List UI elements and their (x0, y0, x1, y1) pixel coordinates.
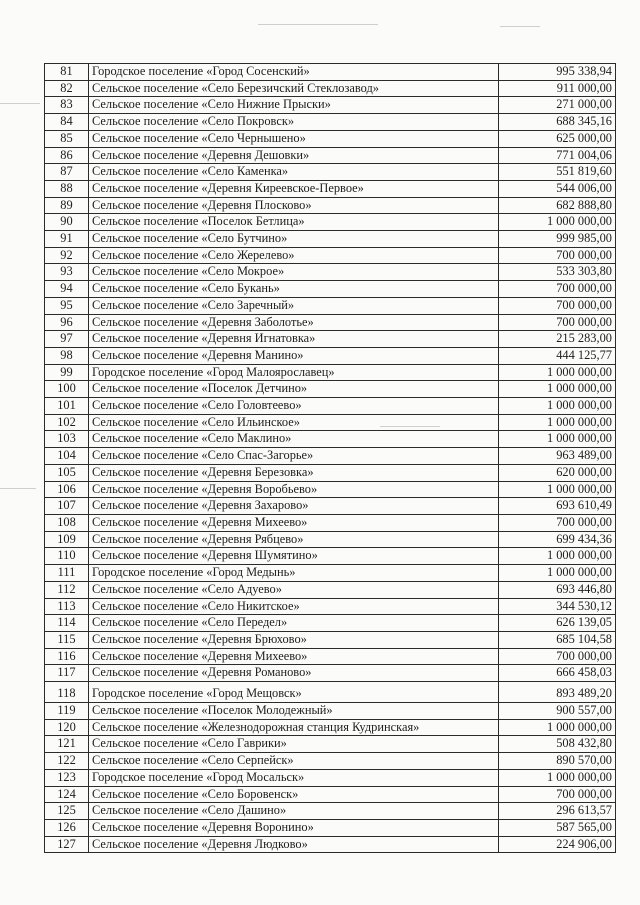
table-row (45, 548, 616, 565)
amount-value: 963 489,00 (499, 448, 616, 465)
amount-value: 1 000 000,00 (499, 548, 616, 565)
municipality-name: Сельское поселение «Деревня Заболотье» (89, 314, 499, 331)
municipality-name: Городское поселение «Город Мосальск» (89, 769, 499, 786)
table-row (45, 398, 616, 415)
table-row (45, 598, 616, 615)
table-row (45, 364, 616, 381)
municipality-name: Сельское поселение «Деревня Киреевское-Первое» (89, 180, 499, 197)
table-row (45, 531, 616, 548)
municipality-name: Сельское поселение «Село Серпейск» (89, 753, 499, 770)
municipality-name: Сельское поселение «Деревня Игнатовка» (89, 331, 499, 348)
table-row (45, 214, 616, 231)
municipality-name: Сельское поселение «Деревня Захарово» (89, 498, 499, 515)
amount-value: 900 557,00 (499, 703, 616, 720)
table-row (45, 197, 616, 214)
municipality-name: Сельское поселение «Поселок Бетлица» (89, 214, 499, 231)
amount-value: 700 000,00 (499, 786, 616, 803)
table-row (45, 581, 616, 598)
row-number: 111 (45, 565, 89, 582)
table-row (45, 231, 616, 248)
municipality-name: Сельское поселение «Деревня Манино» (89, 347, 499, 364)
row-number: 122 (45, 753, 89, 770)
municipality-name: Сельское поселение «Деревня Людково» (89, 836, 499, 853)
row-number: 81 (45, 64, 89, 81)
table-row (45, 736, 616, 753)
amount-value: 1 000 000,00 (499, 769, 616, 786)
row-number: 86 (45, 147, 89, 164)
amount-value: 1 000 000,00 (499, 214, 616, 231)
amount-value: 999 985,00 (499, 231, 616, 248)
municipality-name: Сельское поселение «Село Березичский Стеклозавод» (89, 80, 499, 97)
amount-value: 215 283,00 (499, 331, 616, 348)
row-number: 116 (45, 648, 89, 665)
amount-value: 700 000,00 (499, 648, 616, 665)
amount-value: 700 000,00 (499, 297, 616, 314)
table-row (45, 314, 616, 331)
municipality-name: Сельское поселение «Деревня Михеево» (89, 648, 499, 665)
municipality-name: Сельское поселение «Село Заречный» (89, 297, 499, 314)
table-row (45, 514, 616, 531)
table-row (45, 114, 616, 131)
row-number: 88 (45, 180, 89, 197)
table-row (45, 448, 616, 465)
table-row (45, 753, 616, 770)
row-number: 101 (45, 398, 89, 415)
amount-value: 700 000,00 (499, 514, 616, 531)
amount-value: 693 610,49 (499, 498, 616, 515)
row-number: 121 (45, 736, 89, 753)
row-number: 112 (45, 581, 89, 598)
row-number: 123 (45, 769, 89, 786)
row-number: 118 (45, 682, 89, 703)
municipality-name: Сельское поселение «Село Спас-Загорье» (89, 448, 499, 465)
municipality-name: Сельское поселение «Село Никитское» (89, 598, 499, 615)
table-row (45, 431, 616, 448)
row-number: 99 (45, 364, 89, 381)
table-row (45, 703, 616, 720)
scan-artifact (0, 488, 36, 489)
municipality-name: Сельское поселение «Село Передел» (89, 615, 499, 632)
amount-value: 344 530,12 (499, 598, 616, 615)
row-number: 105 (45, 464, 89, 481)
amount-value: 1 000 000,00 (499, 719, 616, 736)
table-row (45, 147, 616, 164)
municipality-name: Городское поселение «Город Сосенский» (89, 64, 499, 81)
row-number: 92 (45, 247, 89, 264)
row-number: 108 (45, 514, 89, 531)
table-row (45, 464, 616, 481)
scan-artifact (0, 103, 40, 104)
municipality-name: Городское поселение «Город Медынь» (89, 565, 499, 582)
row-number: 91 (45, 231, 89, 248)
row-number: 100 (45, 381, 89, 398)
amount-value: 508 432,80 (499, 736, 616, 753)
table-row (45, 631, 616, 648)
amount-value: 688 345,16 (499, 114, 616, 131)
amount-value: 771 004,06 (499, 147, 616, 164)
municipality-name: Сельское поселение «Деревня Дешовки» (89, 147, 499, 164)
amount-value: 682 888,80 (499, 197, 616, 214)
municipality-name: Сельское поселение «Деревня Михеево» (89, 514, 499, 531)
table-row (45, 331, 616, 348)
row-number: 94 (45, 281, 89, 298)
municipality-name: Сельское поселение «Село Гаврики» (89, 736, 499, 753)
municipality-name: Сельское поселение «Поселок Детчино» (89, 381, 499, 398)
row-number: 120 (45, 719, 89, 736)
amount-value: 224 906,00 (499, 836, 616, 853)
municipality-name: Сельское поселение «Село Маклино» (89, 431, 499, 448)
amount-value: 693 446,80 (499, 581, 616, 598)
amount-value: 544 006,00 (499, 180, 616, 197)
row-number: 90 (45, 214, 89, 231)
row-number: 110 (45, 548, 89, 565)
row-number: 107 (45, 498, 89, 515)
municipality-name: Сельское поселение «Деревня Романово» (89, 665, 499, 682)
amount-value: 995 338,94 (499, 64, 616, 81)
table-row (45, 281, 616, 298)
municipality-name: Сельское поселение «Поселок Молодежный» (89, 703, 499, 720)
table-row (45, 565, 616, 582)
row-number: 114 (45, 615, 89, 632)
municipality-name: Сельское поселение «Деревня Воробьево» (89, 481, 499, 498)
row-number: 127 (45, 836, 89, 853)
amount-value: 1 000 000,00 (499, 364, 616, 381)
table-row (45, 615, 616, 632)
amount-value: 1 000 000,00 (499, 481, 616, 498)
municipality-name: Сельское поселение «Село Бутчино» (89, 231, 499, 248)
municipality-name: Сельское поселение «Село Нижние Прыски» (89, 97, 499, 114)
row-number: 104 (45, 448, 89, 465)
municipality-name: Сельское поселение «Село Каменка» (89, 164, 499, 181)
amount-value: 666 458,03 (499, 665, 616, 682)
table-row (45, 264, 616, 281)
municipality-name: Сельское поселение «Деревня Шумятино» (89, 548, 499, 565)
row-number: 103 (45, 431, 89, 448)
amount-value: 1 000 000,00 (499, 381, 616, 398)
amount-value: 620 000,00 (499, 464, 616, 481)
row-number: 113 (45, 598, 89, 615)
row-number: 98 (45, 347, 89, 364)
table-row (45, 381, 616, 398)
amount-value: 271 000,00 (499, 97, 616, 114)
table-row (45, 819, 616, 836)
municipality-name: Сельское поселение «Село Головтеево» (89, 398, 499, 415)
amount-value: 700 000,00 (499, 281, 616, 298)
row-number: 119 (45, 703, 89, 720)
municipality-name: Городское поселение «Город Мещовск» (89, 682, 499, 703)
amount-value: 587 565,00 (499, 819, 616, 836)
scan-artifact (500, 26, 540, 27)
municipality-name: Сельское поселение «Село Ильинское» (89, 414, 499, 431)
table-row (45, 648, 616, 665)
row-number: 93 (45, 264, 89, 281)
table-row (45, 64, 616, 81)
table-row (45, 665, 616, 682)
row-number: 106 (45, 481, 89, 498)
municipality-name: Сельское поселение «Село Мокрое» (89, 264, 499, 281)
amount-value: 911 000,00 (499, 80, 616, 97)
row-number: 117 (45, 665, 89, 682)
amount-value: 444 125,77 (499, 347, 616, 364)
table-row (45, 97, 616, 114)
table-row (45, 164, 616, 181)
municipality-name: Сельское поселение «Село Адуево» (89, 581, 499, 598)
municipality-name: Сельское поселение «Село Покровск» (89, 114, 499, 131)
municipality-name: Сельское поселение «Деревня Рябцево» (89, 531, 499, 548)
table-row (45, 130, 616, 147)
municipality-name: Сельское поселение «Село Чернышено» (89, 130, 499, 147)
amount-value: 685 104,58 (499, 631, 616, 648)
table-row (45, 297, 616, 314)
municipalities-table (44, 63, 616, 853)
row-number: 102 (45, 414, 89, 431)
municipality-name: Сельское поселение «Село Букань» (89, 281, 499, 298)
municipality-name: Сельское поселение «Село Дашино» (89, 803, 499, 820)
row-number: 95 (45, 297, 89, 314)
municipality-name: Сельское поселение «Село Боровенск» (89, 786, 499, 803)
amount-value: 1 000 000,00 (499, 414, 616, 431)
municipality-name: Сельское поселение «Село Жерелево» (89, 247, 499, 264)
table-row (45, 786, 616, 803)
row-number: 96 (45, 314, 89, 331)
table-row (45, 80, 616, 97)
table-row (45, 769, 616, 786)
scan-artifact (258, 24, 378, 25)
amount-value: 1 000 000,00 (499, 565, 616, 582)
amount-value: 700 000,00 (499, 314, 616, 331)
row-number: 85 (45, 130, 89, 147)
row-number: 83 (45, 97, 89, 114)
amount-value: 625 000,00 (499, 130, 616, 147)
table-row (45, 836, 616, 853)
row-number: 84 (45, 114, 89, 131)
table-row (45, 498, 616, 515)
amount-value: 700 000,00 (499, 247, 616, 264)
municipality-name: Сельское поселение «Деревня Брюхово» (89, 631, 499, 648)
row-number: 89 (45, 197, 89, 214)
table-row (45, 719, 616, 736)
row-number: 82 (45, 80, 89, 97)
amount-value: 1 000 000,00 (499, 431, 616, 448)
row-number: 125 (45, 803, 89, 820)
row-number: 87 (45, 164, 89, 181)
amount-value: 533 303,80 (499, 264, 616, 281)
municipality-name: Сельское поселение «Деревня Воронино» (89, 819, 499, 836)
amount-value: 626 139,05 (499, 615, 616, 632)
amount-value: 1 000 000,00 (499, 398, 616, 415)
table-row (45, 414, 616, 431)
table-row (45, 803, 616, 820)
row-number: 109 (45, 531, 89, 548)
row-number: 97 (45, 331, 89, 348)
table-row (45, 247, 616, 264)
row-number: 115 (45, 631, 89, 648)
amount-value: 890 570,00 (499, 753, 616, 770)
table-row (45, 682, 616, 703)
amount-value: 893 489,20 (499, 682, 616, 703)
row-number: 126 (45, 819, 89, 836)
municipality-name: Сельское поселение «Деревня Плосково» (89, 197, 499, 214)
table-row (45, 481, 616, 498)
municipality-name: Городское поселение «Город Малоярославец» (89, 364, 499, 381)
municipality-name: Сельское поселение «Деревня Березовка» (89, 464, 499, 481)
table-row (45, 347, 616, 364)
amount-value: 699 434,36 (499, 531, 616, 548)
row-number: 124 (45, 786, 89, 803)
amount-value: 551 819,60 (499, 164, 616, 181)
municipality-name: Сельское поселение «Железнодорожная станция Кудринская» (89, 719, 499, 736)
amount-value: 296 613,57 (499, 803, 616, 820)
table-row (45, 180, 616, 197)
